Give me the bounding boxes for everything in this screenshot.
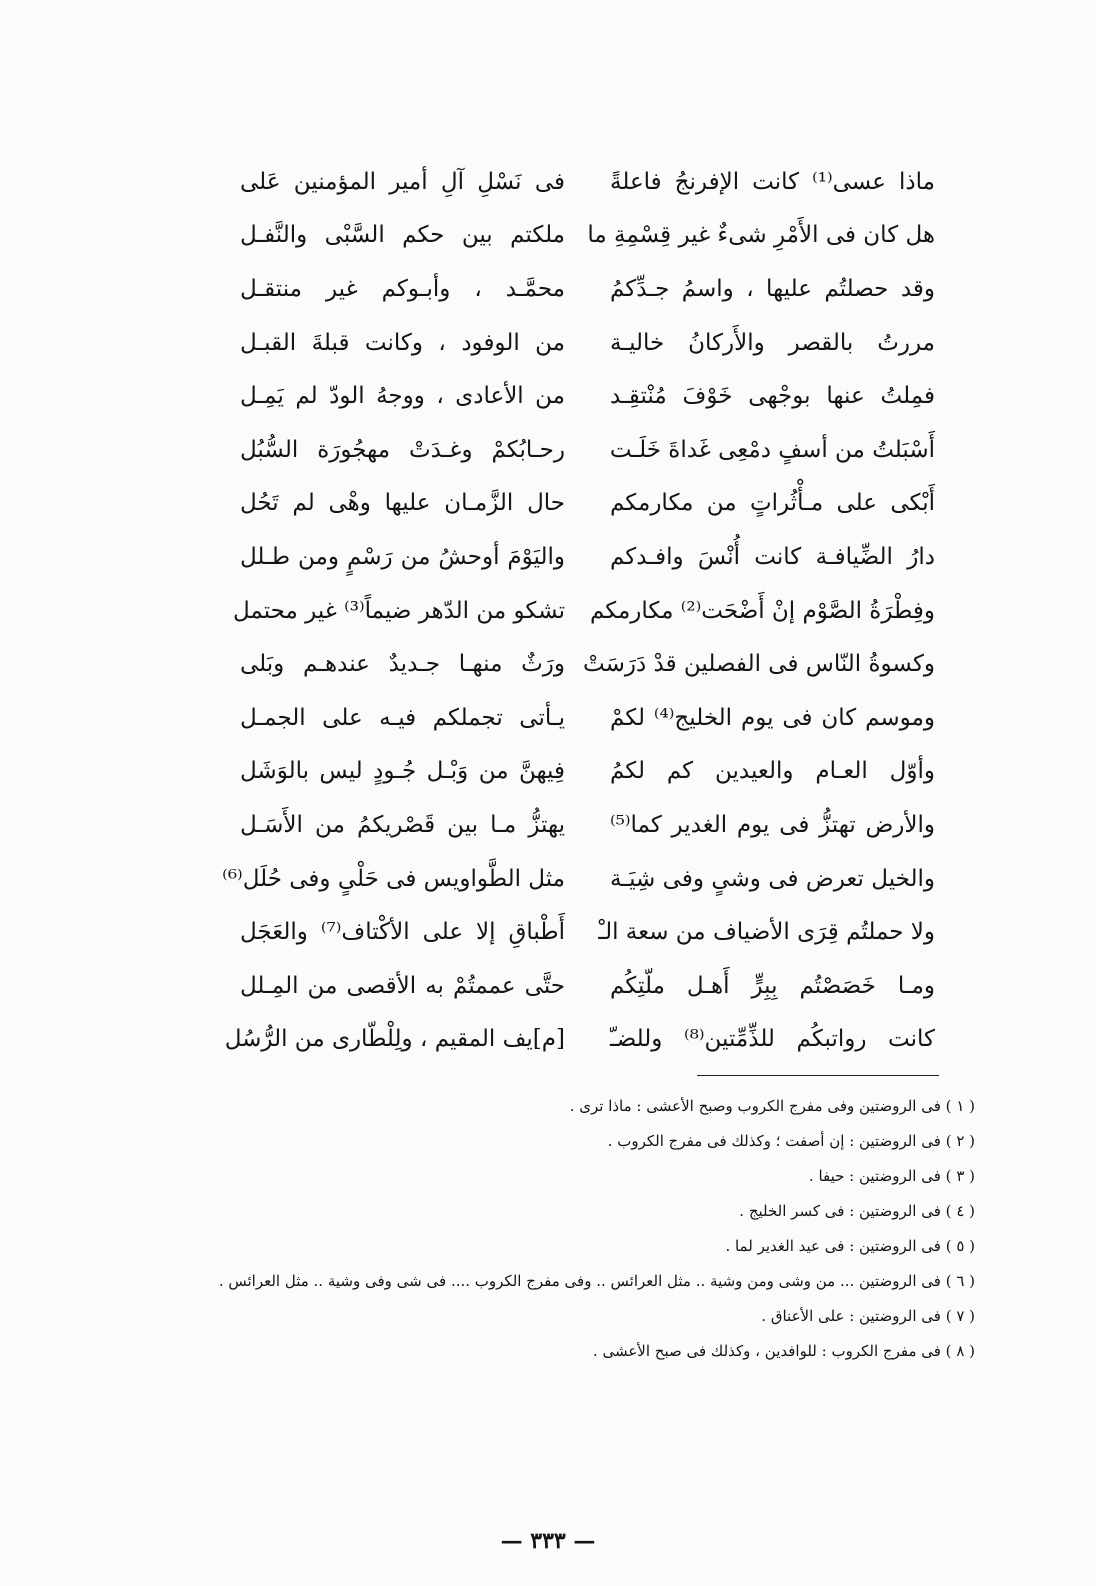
footnote: ( ٤ ) فى الروضتين : فى كسر الخليج .	[739, 1202, 975, 1220]
verse-second-hemistich: تشكو من الدّهر ضيماً⁽³⁾ غير محتمل	[233, 597, 565, 624]
verse-row	[233, 584, 935, 638]
verse-first-hemistich: ومـا خَصَصْتُم بِبِرٍّ أَهـل ملّتِكُم	[610, 972, 935, 999]
verse-row	[240, 369, 935, 423]
verse-row	[240, 637, 935, 691]
verse-first-hemistich: هل كان فى الأَمْرِ شىءٌ غير قِسْمِةِ ما	[587, 222, 935, 249]
verse-row	[224, 1013, 936, 1067]
verse-second-hemistich: محمَّـد ، وأبـوكم غير منتقـل	[240, 275, 565, 302]
verse-second-hemistich: فِيهنَّ من وَبْـل جُـودٍ ليس بالوَشَل	[240, 758, 565, 785]
verse-second-hemistich: من الوفود ، وكانت قبلةَ القبـل	[240, 329, 565, 356]
verse-second-hemistich: حتَّى عممتُمْ به الأقصى من المِـلل	[240, 972, 565, 999]
verse-second-hemistich: ورَثٌ منهـا جـديدٌ عندهـم وبَلى	[240, 651, 565, 678]
footnote-divider	[697, 1075, 939, 1076]
verse-row	[240, 209, 935, 263]
verse-second-hemistich: ملكتم بين حكم السَّبْى والنَّفـل	[240, 222, 565, 249]
footnote: ( ٢ ) فى الروضتين : إن أصفت ؛ وكذلك فى مفرج الكروب .	[607, 1132, 975, 1150]
verse-row	[240, 798, 935, 852]
verse-second-hemistich: رحـابُكمْ وغـدَتْ مهجُورَة السُّبُل	[240, 436, 565, 463]
verse-second-hemistich: [م]يف المقيم ، ولِلْطّارى من الرُّسُل	[224, 1026, 565, 1053]
footnote: ( ٣ ) فى الروضتين : حيفا .	[808, 1167, 975, 1185]
verse-first-hemistich: أَسْبَلتُ من أسفٍ دمْعِى غَداةَ خَلَـت	[609, 436, 935, 463]
footnote: ( ٥ ) فى الروضتين : فى عيد الغدير لما .	[725, 1237, 975, 1255]
poem	[222, 155, 936, 1066]
verse-first-hemistich: دارُ الضِّيافـة كانت أُنْسَ وافـدكم	[610, 543, 935, 570]
verse-first-hemistich: وكسوةُ النّاس فى الفصلين قدْ دَرَسَتْ	[583, 651, 935, 678]
verse-first-hemistich: مررتُ بالقصر والأَركانُ خاليـة	[610, 329, 935, 356]
verse-second-hemistich: يهتزُّ مـا بين قَصْريكمُ من الأَسَـل	[240, 811, 565, 838]
verse-first-hemistich: كانت رواتبكُم للذِّمِّتين⁽⁸⁾ وللضـّ	[610, 1026, 936, 1053]
verse-first-hemistich: أَبْكى على مـأْثُراتٍ من مكارمكم	[610, 490, 935, 517]
footnote: ( ٦ ) فى الروضتين ... من وشى ومن وشية .. مثل العرائس .. وفى مفرج الكروب .... فى شى وفى وشية .. مثل العرائس .	[218, 1272, 975, 1290]
verse-second-hemistich: مثل الطَّواويس فى حَلْىٍ وفى حُلَل⁽⁶⁾	[222, 865, 565, 892]
verse-row	[240, 423, 935, 477]
verse-first-hemistich: وأوّل العـام والعيدين كم لكمُ	[610, 758, 935, 785]
verse-row	[240, 530, 935, 584]
verse-first-hemistich: وقد حصلتُم عليها ، واسمُ جـدِّكمُ	[610, 275, 935, 302]
verse-first-hemistich: وفِطْرَةُ الصَّوْم إنْ أَضْحَت⁽²⁾ مكارمكم	[589, 597, 935, 624]
verse-row	[240, 959, 935, 1013]
verse-second-hemistich: واليَوْمَ أوحشُ من رَسْمٍ ومن طـلل	[240, 543, 565, 570]
footnote: ( ٧ ) فى الروضتين : على الأعناق .	[761, 1307, 975, 1325]
verse-row	[240, 745, 935, 799]
footnotes	[180, 1095, 975, 1375]
verse-row	[240, 477, 935, 531]
verse-first-hemistich: ولا حملتُم قِرَى الأضياف من سعة الـْ	[598, 919, 935, 946]
verse-row	[240, 262, 935, 316]
verse-row	[240, 316, 935, 370]
verse-first-hemistich: ماذا عسى⁽¹⁾ كانت الإفرنجُ فاعلةً	[610, 168, 935, 195]
verse-second-hemistich: فى نَسْلِ آلِ أمير المؤمنين عَلى	[240, 168, 565, 195]
verse-row	[240, 905, 935, 959]
footnote: ( ٨ ) فى مفرج الكروب : للوافدين ، وكذلك فى صبح الأعشى .	[592, 1342, 975, 1360]
page-number: — ٣٣٣ —	[500, 1528, 596, 1554]
verse-second-hemistich: من الأعادى ، ووجهُ الودّ لم يَمِـل	[240, 383, 565, 410]
verse-row	[222, 852, 935, 906]
verse-first-hemistich: وموسم كان فى يوم الخليج⁽⁴⁾ لكمْ	[610, 704, 935, 731]
footnote: ( ١ ) فى الروضتين وفى مفرج الكروب وصبح الأعشى : ماذا ترى .	[569, 1097, 975, 1115]
verse-first-hemistich: والأرض تهتزُّ فى يوم الغدير كما⁽⁵⁾	[610, 811, 935, 838]
verse-second-hemistich: أَطْباقِ إلا على الأكْتاف⁽⁷⁾ والعَجَل	[240, 919, 565, 946]
verse-first-hemistich: فمِلتُ عنها بوجْهى خَوْفَ مُنْتقِـد	[610, 383, 935, 410]
verse-second-hemistich: يـأتى تجملكم فيـه على الجمـل	[240, 704, 565, 731]
verse-row	[240, 155, 935, 209]
verse-second-hemistich: حال الزَّمـان عليها وهْى لم تَحُل	[240, 490, 565, 517]
verse-first-hemistich: والخيل تعرض فى وشىٍ وفى شِيَـة	[610, 865, 935, 892]
verse-row	[240, 691, 935, 745]
